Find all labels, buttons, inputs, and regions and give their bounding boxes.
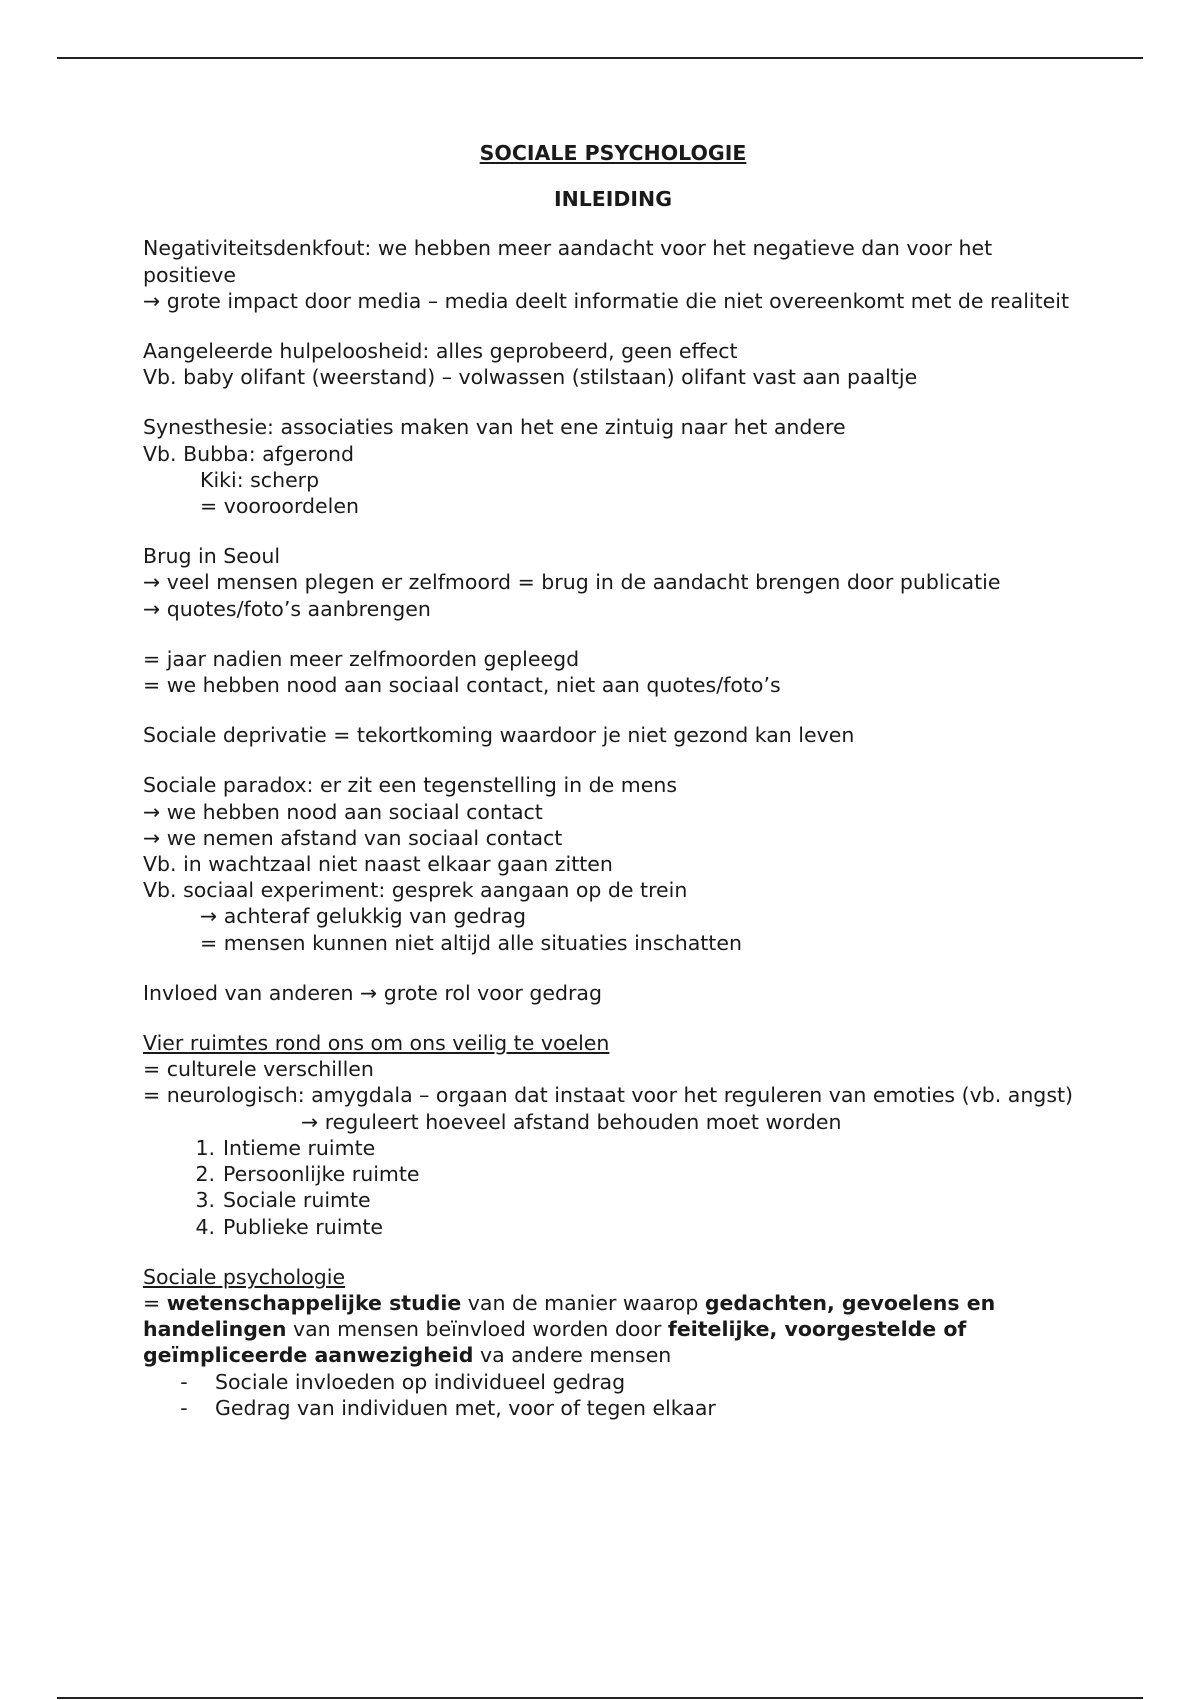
text-line: → reguleert hoeveel afstand behouden moet worden: [301, 1109, 842, 1134]
text-line: = mensen kunnen niet altijd alle situaties inschatten: [200, 930, 742, 955]
list-item: [143, 1161, 1083, 1187]
list-number: 3.: [195, 1188, 215, 1213]
page-title: SOCIALE PSYCHOLOGIE: [479, 141, 747, 165]
list-text: Publieke ruimte: [223, 1214, 384, 1239]
text-line: Synesthesie: associaties maken van het ene zintuig naar het andere: [143, 415, 846, 440]
text-run: =: [143, 1290, 167, 1315]
document-page: [143, 140, 1083, 1445]
paragraph-ruimtes: [143, 1030, 1083, 1240]
list-number: 1.: [195, 1135, 215, 1160]
text-line: Sociale paradox: er zit een tegenstelling in de mens: [143, 773, 678, 798]
text-line: Kiki: scherp: [200, 467, 320, 492]
paragraph-definitie: [143, 1264, 1083, 1421]
bullet-list: [143, 1369, 1083, 1421]
text-line: → we nemen afstand van sociaal contact: [143, 825, 563, 850]
text-run: van mensen beïnvloed worden door: [286, 1317, 668, 1342]
paragraph-hulpeloosheid: [143, 338, 1083, 390]
text-run: van de manier waarop: [461, 1290, 705, 1315]
text-line: Vb. in wachtzaal niet naast elkaar gaan zitten: [143, 852, 613, 877]
bold-term: gedachten, gevoelens en handelingen: [143, 1290, 996, 1342]
text-line: → we hebben nood aan sociaal contact: [143, 799, 543, 824]
paragraph-paradox: [143, 772, 1083, 955]
footer-rule: [57, 1697, 1143, 1699]
text-line: Vb. baby olifant (weerstand) – volwassen (stilstaan) olifant vast aan paaltje: [143, 365, 918, 390]
text-line: → achteraf gelukkig van gedrag: [200, 904, 527, 929]
subheading-sociale-psychologie: Sociale psychologie: [143, 1264, 346, 1289]
text-line: = jaar nadien meer zelfmoorden gepleegd: [143, 646, 580, 671]
paragraph-brug: [143, 543, 1083, 622]
definition-text: [143, 1290, 1083, 1369]
list-item: [143, 1369, 1083, 1395]
list-text: Sociale invloeden op individueel gedrag: [215, 1369, 626, 1394]
bold-term: wetenschappelijke studie: [166, 1290, 462, 1315]
text-line: = culturele verschillen: [143, 1057, 374, 1082]
paragraph-gevolg: [143, 646, 1083, 698]
list-text: Gedrag van individuen met, voor of tegen elkaar: [215, 1395, 716, 1420]
list-number: 2.: [195, 1162, 215, 1187]
paragraph-negativiteit: [143, 235, 1083, 314]
text-line: → veel mensen plegen er zelfmoord = brug in de aandacht brengen door publicatie: [143, 570, 1001, 595]
text-line: = we hebben nood aan sociaal contact, niet aan quotes/foto’s: [143, 673, 781, 698]
text-line: Vb. sociaal experiment: gesprek aangaan op de trein: [143, 878, 688, 903]
text-line: → grote impact door media – media deelt informatie die niet overeenkomt met de realiteit: [143, 288, 1069, 313]
text-line: Invloed van anderen → grote rol voor gedrag: [143, 980, 602, 1005]
list-item: [143, 1214, 1083, 1240]
bold-term: feitelijke, voorgestelde of geïmpliceerde aanwezigheid: [143, 1317, 967, 1368]
text-line: = vooroordelen: [200, 494, 359, 519]
text-line: = neurologisch: amygdala – orgaan dat instaat voor het reguleren van emoties (vb. angst): [143, 1083, 1074, 1108]
text-line: Aangeleerde hulpeloosheid: alles geprobeerd, geen effect: [143, 339, 738, 364]
section-title: INLEIDING: [553, 187, 673, 212]
header-rule: [57, 57, 1143, 59]
text-line: Negativiteitsdenkfout: we hebben meer aandacht voor het negatieve dan voor het positieve: [143, 236, 999, 287]
list-text: Sociale ruimte: [223, 1188, 371, 1213]
text-run: va andere mensen: [473, 1343, 672, 1368]
list-item: [143, 1135, 1083, 1161]
text-line: → quotes/foto’s aanbrengen: [143, 596, 431, 621]
list-text: Persoonlijke ruimte: [223, 1162, 420, 1187]
list-item: [143, 1187, 1083, 1213]
bullet-dash: -: [180, 1369, 188, 1394]
paragraph-invloed: [143, 980, 1083, 1006]
subheading-ruimtes: Vier ruimtes rond ons om ons veilig te voelen: [143, 1031, 610, 1056]
numbered-list: [143, 1135, 1083, 1240]
paragraph-deprivatie: [143, 722, 1083, 748]
text-line: Sociale deprivatie = tekortkoming waardoor je niet gezond kan leven: [143, 723, 855, 748]
paragraph-synesthesie: [143, 414, 1083, 519]
bullet-dash: -: [180, 1395, 188, 1420]
list-text: Intieme ruimte: [223, 1135, 376, 1160]
text-line: Vb. Bubba: afgerond: [143, 441, 355, 466]
text-line: Brug in Seoul: [143, 544, 281, 569]
list-item: [143, 1395, 1083, 1421]
list-number: 4.: [195, 1214, 215, 1239]
